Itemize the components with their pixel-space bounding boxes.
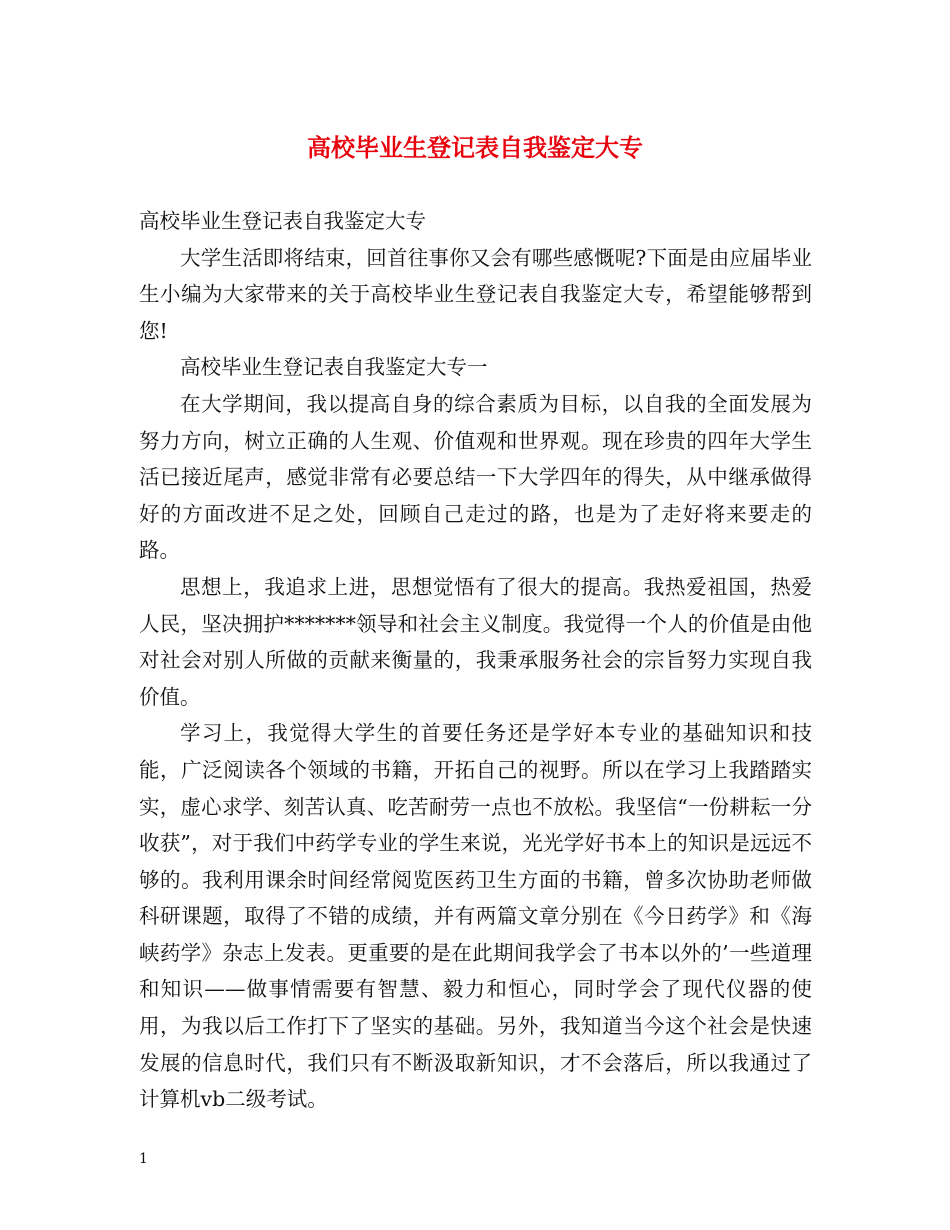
- paragraph-heading: 高校毕业生登记表自我鉴定大专: [139, 209, 426, 233]
- paragraph-intro: 大学生活即将结束，回首往事你又会有哪些感慨呢?下面是由应届毕业生小编为大家带来的关于高校毕业生登记表自我鉴定大专，希望能够帮到您!: [139, 245, 812, 343]
- document-body: [139, 203, 812, 1118]
- paragraph-college-period: 在大学期间，我以提高自身的综合素质为目标，以自我的全面发展为努力方向，树立正确的人生观、价值观和世界观。现在珍贵的四年大学生活已接近尾声，感觉非常有必要总结一下大学四年的得失，从中继承做得好的方面改进不足之处，回顾自己走过的路，也是为了走好将来要走的路。: [139, 391, 812, 563]
- document-title: 高校毕业生登记表自我鉴定大专: [307, 133, 643, 162]
- paragraph-study: 学习上，我觉得大学生的首要任务还是学好本专业的基础知识和技能，广泛阅读各个领域的书籍，开拓自己的视野。所以在学习上我踏踏实实，虚心求学、刻苦认真、吃苦耐劳一点也不放松。我坚信“一份耕耘一分收获”，对于我们中药学专业的学生来说，光光学好书本上的知识是远远不够的。我利用课余时间经常阅览医药卫生方面的书籍，曾多次协助老师做科研课题，取得了不错的成绩，并有两篇文章分别在《今日药学》和《海峡药学》杂志上发表。更重要的是在此期间我学会了书本以外的’一些道理和知识——做事情需要有智慧、毅力和恒心，同时学会了现代仪器的使用，为我以后工作打下了坚实的基础。另外，我知道当今这个社会是快速发展的信息时代，我们只有不断汲取新知识，才不会落后，所以我通过了计算机vb二级考试。: [139, 721, 812, 1112]
- paragraph-ideology: 思想上，我追求上进，思想觉悟有了很大的提高。我热爱祖国，热爱人民，坚决拥护*******领导和社会主义制度。我觉得一个人的价值是由他对社会对别人所做的贡献来衡量的，我秉承服务社会的宗旨努力实现自我价值。: [139, 574, 812, 709]
- paragraph-section-heading: 高校毕业生登记表自我鉴定大专一: [180, 355, 488, 380]
- page-number: 1: [139, 1151, 148, 1167]
